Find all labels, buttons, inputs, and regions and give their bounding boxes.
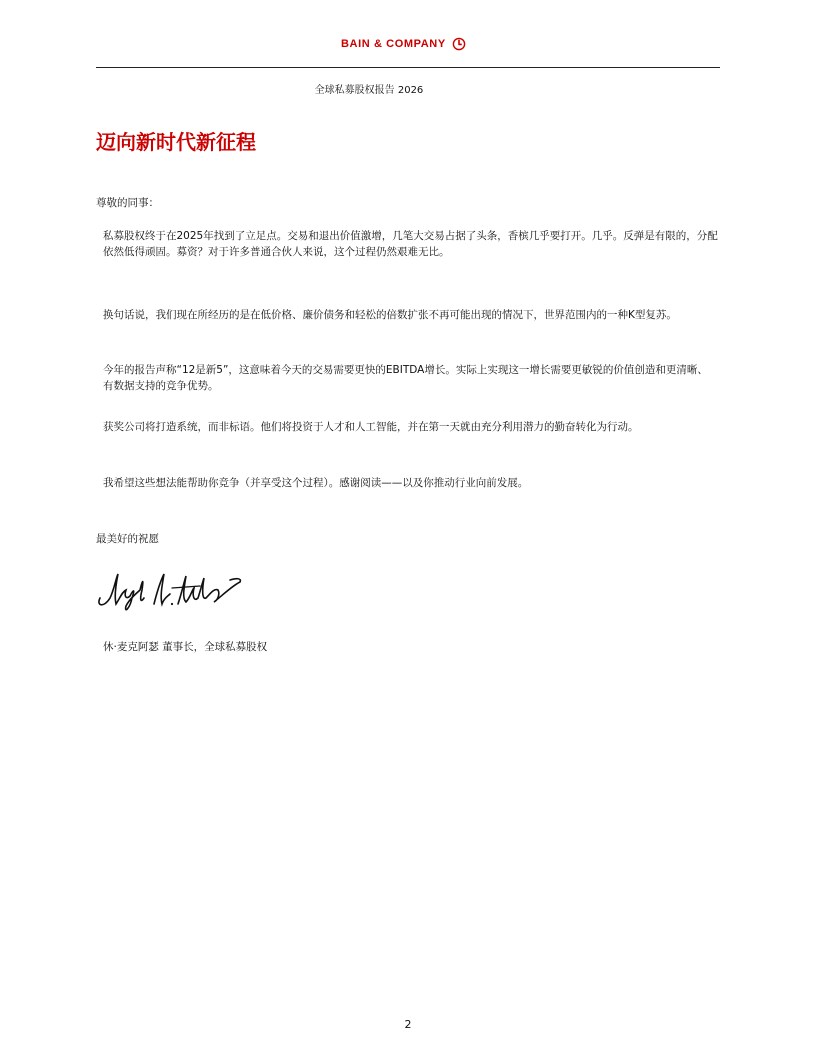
signature-image	[96, 568, 246, 618]
bain-logo-icon	[452, 37, 466, 51]
paragraph-k-shaped-recovery: 换句话说，我们现在所经历的是在低价格、廉价债务和轻松的倍数扩张不再可能出现的情况下，世界范围内的一种K型复苏。	[103, 309, 677, 321]
paragraph-intro: 私募股权终于在2025年找到了立足点。交易和退出价值激增，几笔大交易占据了头条，香槟几乎要打开。几乎。反弹是有限的，分配依然低得顽固。募资？对于许多普通合伙人来说，这个过程仍然艰难无比。	[103, 230, 718, 258]
salutation: 尊敬的同事：	[96, 197, 159, 209]
page-number: 2	[404, 1018, 412, 1031]
page-title: 迈向新时代新征程	[96, 130, 256, 154]
paragraph-winning-firms: 获奖公司将打造系统，而非标语。他们将投资于人才和人工智能，并在第一天就由充分利用潜力的勤奋转化为行动。	[103, 421, 639, 433]
report-name: 全球私募股权报告 2026	[314, 85, 424, 96]
closing: 最美好的祝愿	[96, 533, 159, 545]
brand-name: BAIN & COMPANY	[341, 38, 446, 50]
paragraph-closing-wish: 我希望这些想法能帮助你竞争（并享受这个过程）。感谢阅读——以及你推动行业向前发展。	[103, 477, 529, 489]
brand-logo	[341, 36, 466, 52]
signer-name: 休·麦克阿瑟 董事长，全球私募股权	[103, 641, 268, 653]
header-rule	[96, 67, 720, 68]
paragraph-ebitda-growth: 今年的报告声称“12是新5”，这意味着今天的交易需要更快的EBITDA增长。实际上实现这一增长需要更敏锐的价值创造和更清晰、有数据支持的竞争优势。	[103, 364, 708, 392]
